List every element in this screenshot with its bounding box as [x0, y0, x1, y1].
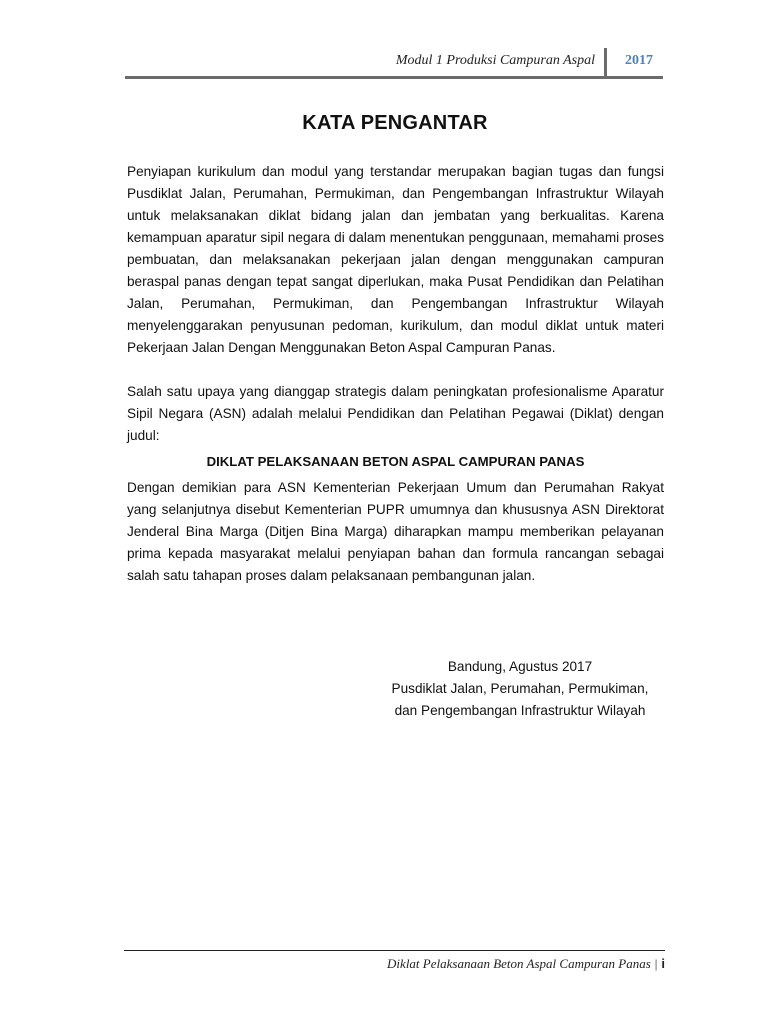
signature-place-date: Bandung, Agustus 2017 [447, 659, 593, 674]
header-module-title: Modul 1 Produksi Campuran Aspal [395, 53, 595, 68]
header-divider [604, 48, 607, 78]
course-title: DIKLAT PELAKSANAAN BETON ASPAL CAMPURAN PANAS [206, 454, 585, 469]
signature-block [370, 656, 670, 722]
footer-separator: | [654, 956, 658, 971]
paragraph-3: Dengan demikian para ASN Kementerian Pekerjaan Umum dan Perumahan Rakyat yang selanjutnya disebut Kementerian PUPR umumnya dan khususnya ASN Direktorat Jenderal Bina Marga (Ditjen Bina Marga) diharapkan mampu memberikan pelayanan prima kepada masyarakat melalui penyiapan bahan dan formula rancangan sebagai salah satu tahapan proses dalam pelaksanaan pembangunan jalan. [127, 480, 664, 583]
paragraph-gap [127, 359, 664, 381]
body-text [127, 161, 664, 587]
paragraph-2: Salah satu upaya yang dianggap strategis dalam peningkatan profesionalisme Aparatur Sipil Negara (ASN) adalah melalui Pendidikan dan Pelatihan Pegawai (Diklat) dengan judul: [127, 384, 664, 443]
footer-rule [124, 950, 665, 951]
header-rule [125, 76, 663, 79]
page-number: i [661, 956, 665, 971]
signature-line-1: Pusdiklat Jalan, Perumahan, Permukiman, [391, 681, 649, 696]
paragraph-1: Penyiapan kurikulum dan modul yang terstandar merupakan bagian tugas dan fungsi Pusdiklat Jalan, Perumahan, Permukiman, dan Pengembangan Infrastruktur Wilayah untuk melaksanakan diklat bidang jalan dan jembatan yang berkualitas. Karena kemampuan aparatur sipil negara di dalam menentukan penggunaan, memahami proses pembuatan, dan melaksanakan pekerjaan jalan dengan menggunakan campuran beraspal panas dengan tepat sangat diperlukan, maka Pusat Pendidikan dan Pelatihan Jalan, Perumahan, Permukiman, dan Pengembangan Infrastruktur Wilayah menyelenggarakan penyusunan pedoman, kurikulum, dan modul diklat untuk materi Pekerjaan Jalan Dengan Menggunakan Beton Aspal Campuran Panas. [127, 164, 664, 355]
page-header [125, 48, 663, 78]
signature-line-2: dan Pengembangan Infrastruktur Wilayah [394, 703, 646, 718]
header-year: 2017 [625, 53, 653, 68]
page-title: KATA PENGANTAR [302, 112, 488, 134]
footer-text: Diklat Pelaksanaan Beton Aspal Campuran Panas [387, 956, 651, 971]
page-footer [387, 956, 665, 972]
